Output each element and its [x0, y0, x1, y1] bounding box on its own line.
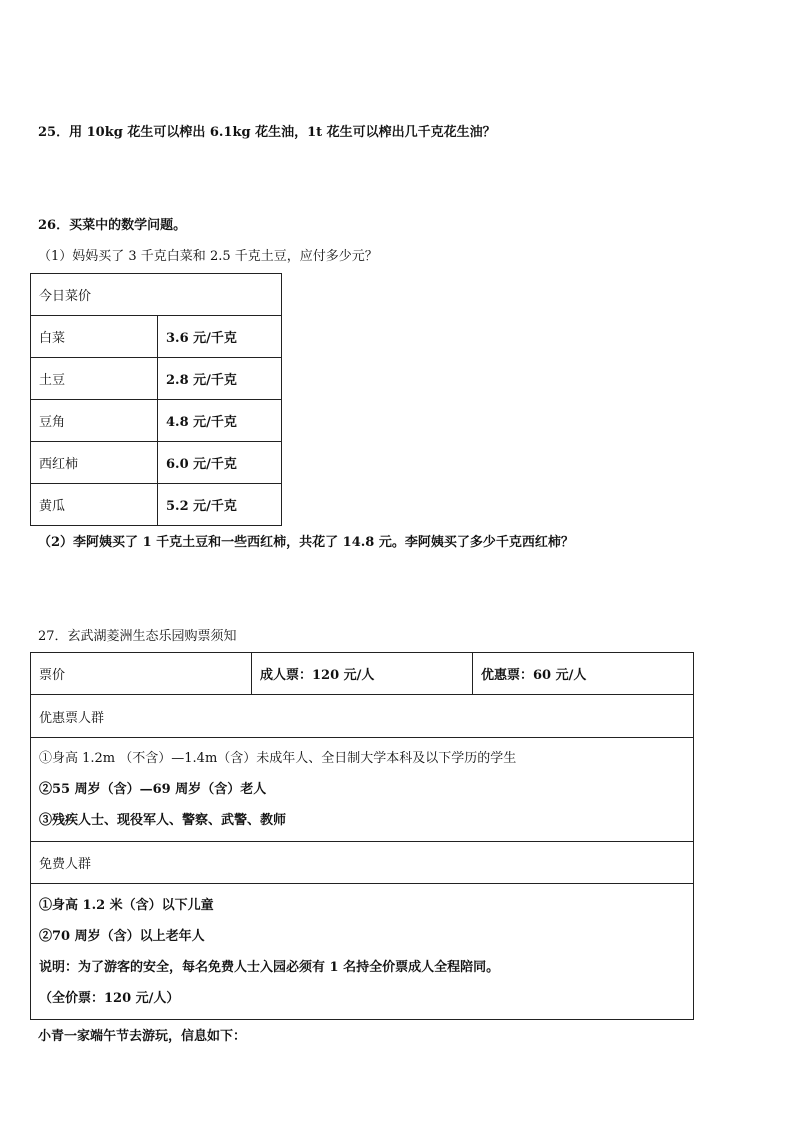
- list-item: ①身高 1.2m （不含）—1.4m（含）未成年人、全日制大学本科及以下学历的学生: [39, 751, 517, 766]
- vegetable-name: 西红柿: [31, 442, 158, 484]
- table-row: [31, 484, 282, 526]
- list-item: （全价票：120 元/人）: [39, 990, 180, 1006]
- vegetable-name: 白菜: [31, 316, 158, 358]
- table-row: [31, 442, 282, 484]
- adult-ticket-price: 成人票：120 元/人: [252, 653, 473, 695]
- discount-ticket-price: 优惠票：60 元/人: [473, 653, 694, 695]
- list-item: 说明：为了游客的安全，每名免费人士入园必须有 1 名持全价票成人全程陪同。: [39, 959, 500, 975]
- table-row: [31, 358, 282, 400]
- question-25: 25．用 10kg 花生可以榨出 6.1kg 花生油，1t 花生可以榨出几千克花生油？: [38, 125, 496, 140]
- vegetable-name: 黄瓜: [31, 484, 158, 526]
- question-26-part1: （1）妈妈买了 3 千克白菜和 2.5 千克土豆，应付多少元？: [38, 249, 378, 264]
- table-row: [31, 316, 282, 358]
- vegetable-price: 4.8 元/千克: [158, 400, 282, 442]
- list-item: ③残疾人士、现役军人、警察、武警、教师: [39, 813, 287, 828]
- list-item: ②70 周岁（含）以上老年人: [39, 928, 205, 944]
- vegetable-price: 2.8 元/千克: [158, 358, 282, 400]
- free-group-list: [31, 884, 694, 1020]
- table-row: [31, 400, 282, 442]
- price-table-header: 今日菜价: [31, 274, 282, 316]
- question-27-title: 27．玄武湖菱洲生态乐园购票须知: [38, 629, 237, 644]
- vegetable-price: 5.2 元/千克: [158, 484, 282, 526]
- vegetable-price: 3.6 元/千克: [158, 316, 282, 358]
- discount-group-list: [31, 738, 694, 842]
- vegetable-name: 土豆: [31, 358, 158, 400]
- ticket-price-label: 票价: [31, 653, 252, 695]
- list-item: ①身高 1.2 米（含）以下儿童: [39, 897, 214, 913]
- vegetable-name: 豆角: [31, 400, 158, 442]
- list-item: ②55 周岁（含）—69 周岁（含）老人: [39, 782, 267, 797]
- vegetable-price: 6.0 元/千克: [158, 442, 282, 484]
- question-26-title: 26．买菜中的数学问题。: [38, 218, 187, 233]
- discount-group-title: 优惠票人群: [31, 695, 694, 738]
- ticket-info-table: [30, 652, 694, 1020]
- free-group-title: 免费人群: [31, 842, 694, 884]
- vegetable-price-table: [30, 273, 282, 526]
- question-26-part2: （2）李阿姨买了 1 千克土豆和一些西红柿，共花了 14.8 元。李阿姨买了多少千克西红柿？: [38, 535, 574, 550]
- question-27-footer: 小青一家端午节去游玩，信息如下：: [38, 1029, 247, 1044]
